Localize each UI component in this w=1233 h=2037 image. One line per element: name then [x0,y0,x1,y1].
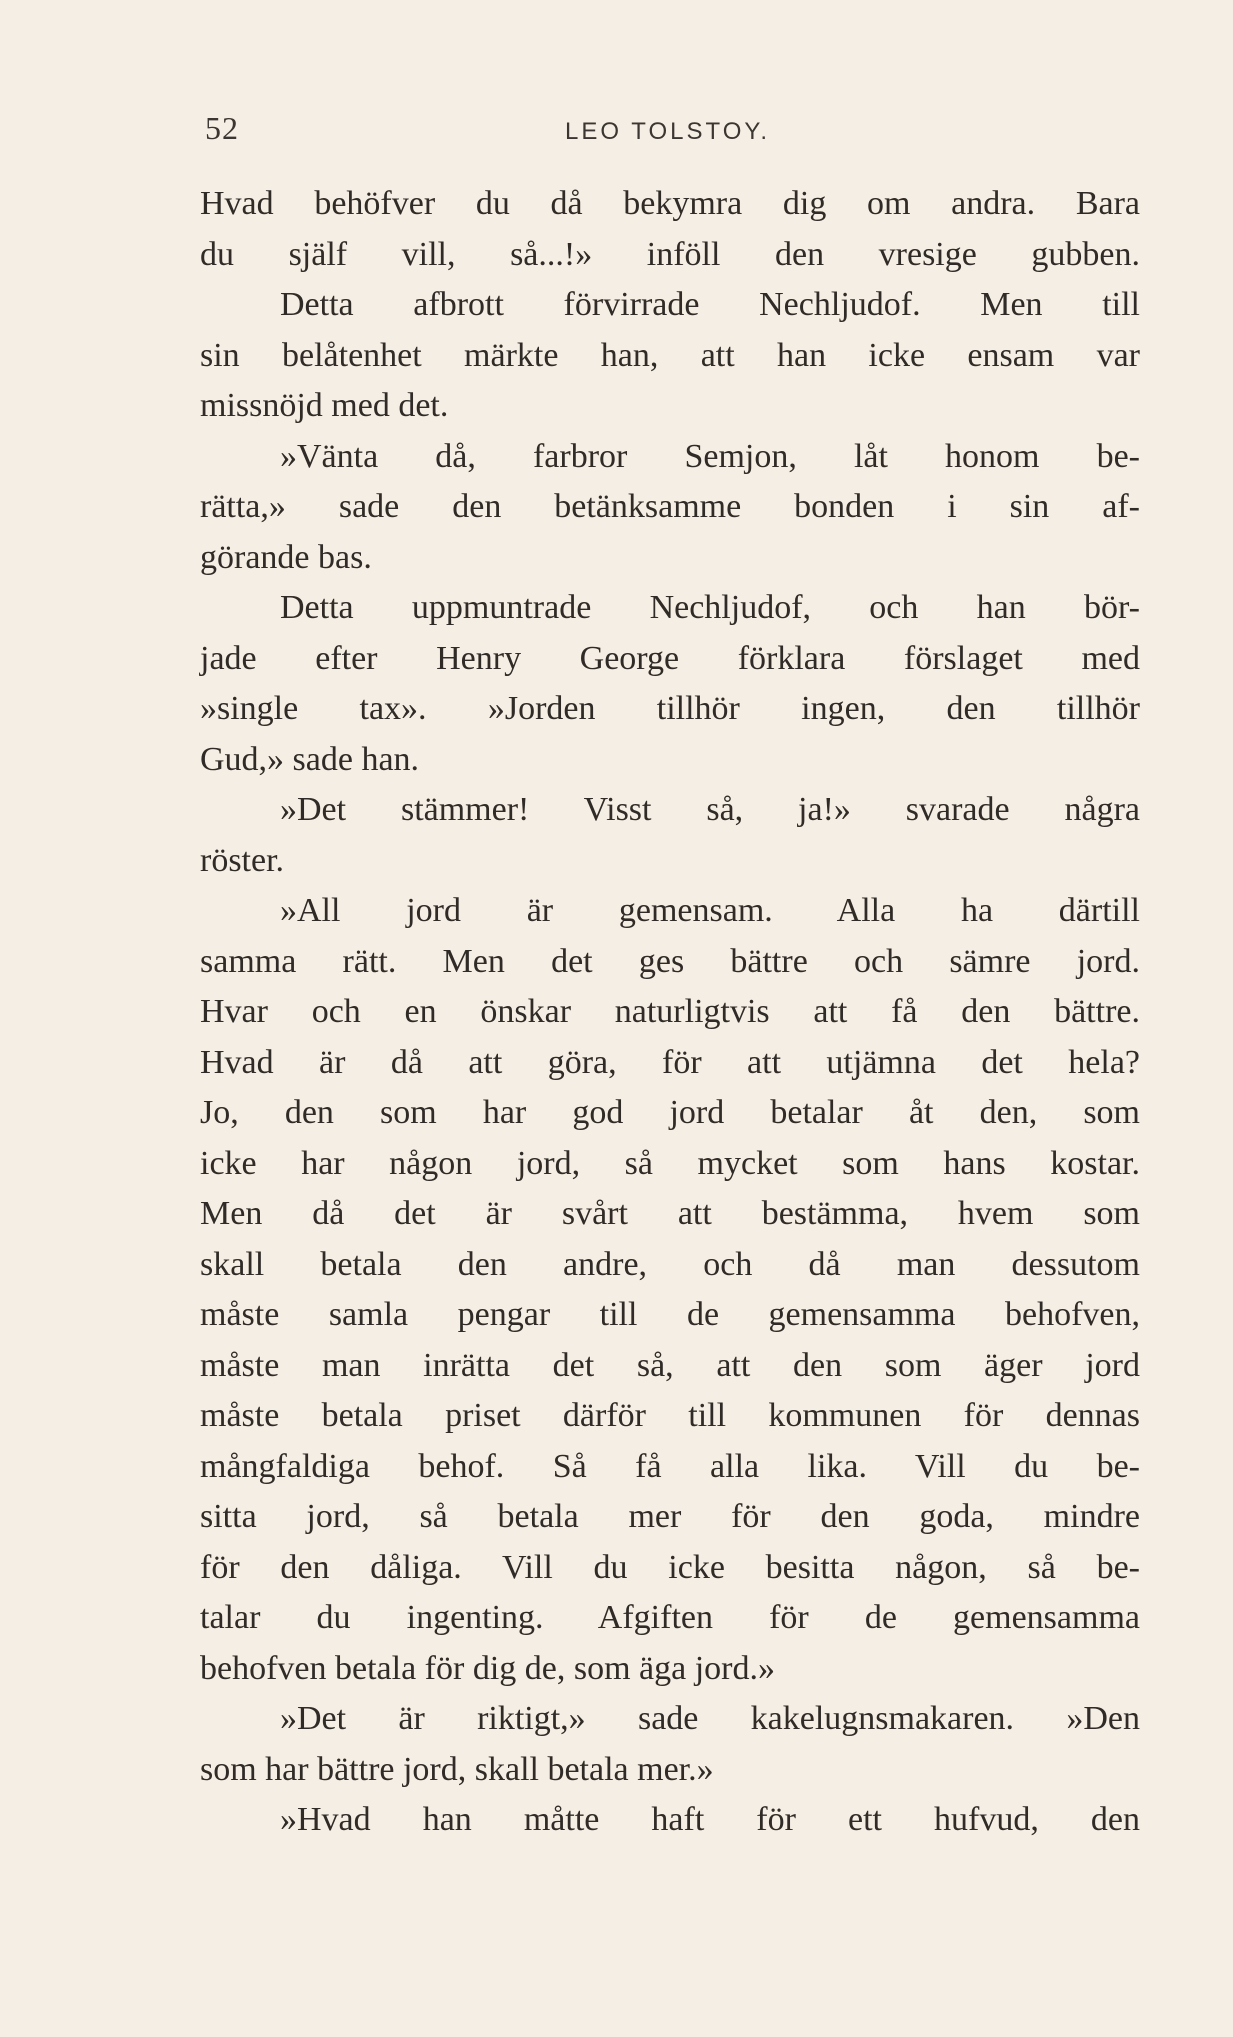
text-line: »All jord är gemensam. Alla ha därtill [280,892,1140,929]
text-line: »Det stämmer! Visst så, ja!» svarade några [280,791,1140,828]
text-line: Jo, den som har god jord betalar åt den, som [200,1094,1140,1131]
text-line: »Det är riktigt,» sade kakelugnsmakaren. »Den [280,1700,1140,1737]
text-line: sin belåtenhet märkte han, att han icke ensam var [200,337,1140,374]
text-line: »single tax». »Jorden tillhör ingen, den tillhör [200,690,1140,727]
text-line: behofven betala för dig de, som äga jord.» [200,1650,775,1687]
text-line: Detta uppmuntrade Nechljudof, och han bör- [280,589,1140,626]
text-line: Detta afbrott förvirrade Nechljudof. Men till [280,286,1140,323]
text-line: jade efter Henry George förklara förslaget med [200,640,1140,677]
text-line: Gud,» sade han. [200,741,420,778]
text-line: missnöjd med det. [200,387,449,424]
text-line: samma rätt. Men det ges bättre och sämre jord. [200,943,1140,980]
running-head: LEO TOLSTOY. [565,118,770,145]
text-line: görande bas. [200,539,372,576]
text-line: »Vänta då, farbror Semjon, låt honom be- [280,438,1140,475]
text-line: Men då det är svårt att bestämma, hvem som [200,1195,1140,1232]
text-line: Hvad behöfver du då bekymra dig om andra. Bara [200,185,1140,222]
text-line: måste man inrätta det så, att den som äger jord [200,1347,1140,1384]
text-line: sitta jord, så betala mer för den goda, mindre [200,1498,1140,1535]
text-line: rätta,» sade den betänksamme bonden i sin af- [200,488,1140,525]
text-line: »Hvad han måtte haft för ett hufvud, den [280,1801,1140,1838]
text-line: Hvad är då att göra, för att utjämna det hela? [200,1044,1140,1081]
text-line: måste samla pengar till de gemensamma behofven, [200,1296,1140,1333]
text-line: som har bättre jord, skall betala mer.» [200,1751,714,1788]
text-line: skall betala den andre, och då man dessutom [200,1246,1140,1283]
text-line: Hvar och en önskar naturligtvis att få den bättre. [200,993,1140,1030]
text-line: måste betala priset därför till kommunen för dennas [200,1397,1140,1434]
text-line: för den dåliga. Vill du icke besitta någon, så be- [200,1549,1140,1586]
text-line: mångfaldiga behof. Så få alla lika. Vill du be- [200,1448,1140,1485]
page-number: 52 [205,110,239,146]
text-line: icke har någon jord, så mycket som hans kostar. [200,1145,1140,1182]
text-line: röster. [200,842,285,879]
text-line: du själf vill, så...!» inföll den vresige gubben. [200,236,1140,273]
text-line: talar du ingenting. Afgiften för de gemensamma [200,1599,1140,1636]
